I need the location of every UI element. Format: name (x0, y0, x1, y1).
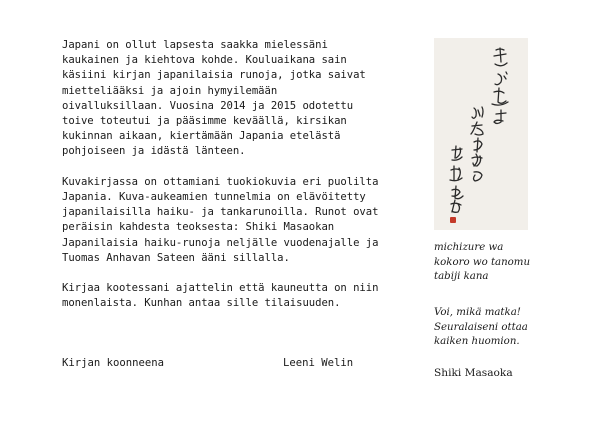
calligraphy-image (434, 38, 528, 230)
haiku-finnish-translation: Voi, mikä matka! Seuralaiseni ottaa kaiken huomion. (434, 307, 528, 348)
haiku-author: Shiki Masaoka (434, 367, 513, 379)
japanese-calligraphy-icon (434, 38, 528, 230)
paragraph-closing: Kirjaa kootessani ajattelin että kauneutta on niin monenlaista. Kunhan antaa sille tilaisuuden. (62, 282, 379, 310)
signature-role: Kirjan koonneena (62, 357, 165, 369)
foreword-text (62, 38, 402, 327)
paragraph-picturebook: Kuvakirjassa on ottamiani tuokiokuvia eri puolilta Japania. Kuva-aukeamien tunnelmia on elävöitetty japanilaisilla haiku- ja tankarunoilla. Runot ovat peräisin kahdesta teoksesta: Shiki Masaokan Japanilaisia haiku-runoja neljälle vuodenajalle ja Tuomas Anhavan Sateen ääni sillalla. (62, 175, 379, 264)
paragraph-intro: Japani on ollut lapsesta saakka mielessäni kaukainen ja kiehtova kohde. Kouluaikana sain käsiini kirjan japanilaisia runoja, jotka saivat mietteliääksi ja ajoin hymyilemään oivalluksillaan. Vuosina 2014 ja 2015 odotettu toive toteutui ja pääsimme keväällä, kirsikan kukinnan aikaan, kiertämään Japania etelästä pohjoiseen ja idästä länteen. (62, 39, 366, 158)
haiku-romaji: michizure wa kokoro wo tanomu tabiji kana (434, 242, 531, 283)
signature-name: Leeni Welin (283, 357, 354, 369)
